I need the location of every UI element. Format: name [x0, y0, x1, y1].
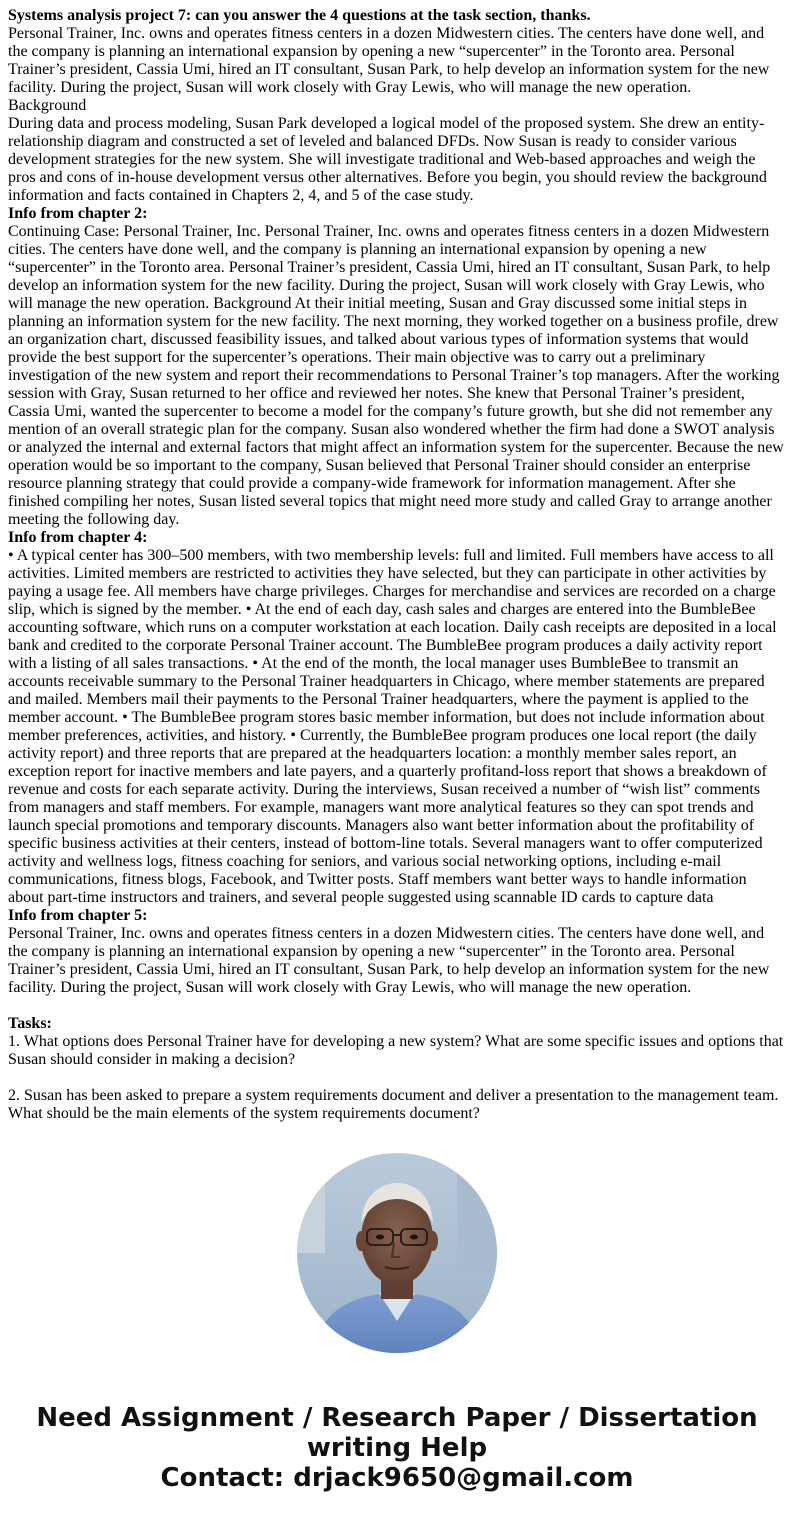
author-photo [297, 1153, 497, 1353]
document-body [8, 7, 786, 1123]
blank-line [8, 997, 786, 1015]
portrait-image [297, 1153, 497, 1353]
chapter5-heading: Info from chapter 5: [8, 907, 148, 924]
chapter2-paragraph: Continuing Case: Personal Trainer, Inc. Personal Trainer, Inc. owns and operates fitness centers in a dozen Midwestern cities. The centers have done well, and the company is planning an international expansion by opening a new “supercenter” in the Toronto area. Personal Trainer’s president, Cassia Umi, hired an IT consultant, Susan Park, to help develop an information system for the new facility. During the project, Susan will work closely with Gray Lewis, who will manage the new operation. Background At their initial meeting, Susan and Gray discussed some initial steps in planning an information system for the new facility. The next morning, they worked together on a business profile, drew an organization chart, discussed feasibility issues, and talked about various types of information systems that would provide the best support for the supercenter’s operations. Their main objective was to carry out a preliminary investigation of the new system and report their recommendations to Personal Trainer’s top managers. After the working session with Gray, Susan returned to her office and reviewed her notes. She knew that Personal Trainer’s president, Cassia Umi, wanted the supercenter to become a model for the company’s future growth, but she did not remember any mention of an overall strategic plan for the company. Susan also wondered whether the firm had done a SWOT analysis or analyzed the internal and external factors that might affect an information system for the supercenter. Because the new operation would be so important to the company, Susan believed that Personal Trainer should consider an enterprise resource planning strategy that could provide a company-wide framework for information management. After she finished compiling her notes, Susan listed several topics that might need more study and called Gray to arrange another meeting the following day. [8, 223, 784, 528]
background-label: Background [8, 97, 87, 114]
document-title: Systems analysis project 7: can you answer the 4 questions at the task section, thanks. [8, 7, 591, 24]
tasks-heading: Tasks: [8, 1015, 52, 1032]
banner-line-1: Need Assignment / Research Paper / Dissertation [36, 1403, 758, 1433]
contact-banner [0, 1403, 794, 1493]
chapter4-heading: Info from chapter 4: [8, 529, 148, 546]
task-2: 2. Susan has been asked to prepare a system requirements document and deliver a presentation to the management team. What should be the main elements of the system requirements document? [8, 1087, 779, 1122]
background-paragraph: During data and process modeling, Susan Park developed a logical model of the proposed system. She drew an entity-relationship diagram and constructed a set of leveled and balanced DFDs. Now Susan is ready to consider various development strategies for the new system. She will investigate traditional and Web-based approaches and weigh the pros and cons of in-house development versus other alternatives. Before you begin, you should review the background information and facts contained in Chapters 2, 4, and 5 of the case study. [8, 115, 767, 204]
chapter5-paragraph: Personal Trainer, Inc. owns and operates fitness centers in a dozen Midwestern cities. The centers have done well, and the company is planning an international expansion by opening a new “supercenter” in the Toronto area. Personal Trainer’s president, Cassia Umi, hired an IT consultant, Susan Park, to help develop an information system for the new facility. During the project, Susan will work closely with Gray Lewis, who will manage the new operation. [8, 925, 770, 996]
blank-line [8, 1069, 786, 1087]
chapter4-paragraph: • A typical center has 300–500 members, with two membership levels: full and limited. Full members have access to all activities. Limited members are restricted to activities they have selected, but they can participate in other activities by paying a usage fee. All members have charge privileges. Charges for merchandise and services are recorded on a charge slip, which is signed by the member. • At the end of each day, cash sales and charges are entered into the BumbleBee accounting software, which runs on a computer workstation at each location. Daily cash receipts are deposited in a local bank and credited to the corporate Personal Trainer account. The BumbleBee program produces a daily activity report with a listing of all sales transactions. • At the end of the month, the local manager uses BumbleBee to transmit an accounts receivable summary to the Personal Trainer headquarters in Chicago, where member statements are prepared and mailed. Members mail their payments to the Personal Trainer headquarters, where the payment is applied to the member account. • The BumbleBee program stores basic member information, but does not include information about member preferences, activities, and history. • Currently, the BumbleBee program produces one local report (the daily activity report) and three reports that are prepared at the headquarters location: a monthly member sales report, an exception report for inactive members and late payers, and a quarterly profitand-loss report that shows a breakdown of revenue and costs for each separate activity. During the interviews, Susan received a number of “wish list” comments from managers and staff members. For example, managers want more analytical features so they can spot trends and launch special promotions and temporary discounts. Managers also want better information about the profitability of specific business activities at their centers, instead of bottom-line totals. Several managers want to offer computerized activity and wellness logs, fitness coaching for seniors, and various social networking options, including e-mail communications, fitness blogs, Facebook, and Twitter posts. Staff members want better ways to handle information about part-time instructors and trainers, and several people suggested using scannable ID cards to capture data [8, 547, 777, 906]
task-1: 1. What options does Personal Trainer have for developing a new system? What are some specific issues and options that Susan should consider in making a decision? [8, 1033, 784, 1068]
intro-paragraph: Personal Trainer, Inc. owns and operates fitness centers in a dozen Midwestern cities. The centers have done well, and the company is planning an international expansion by opening a new “supercenter” in the Toronto area. Personal Trainer’s president, Cassia Umi, hired an IT consultant, Susan Park, to help develop an information system for the new facility. During the project, Susan will work closely with Gray Lewis, who will manage the new operation. [8, 25, 770, 96]
chapter2-heading: Info from chapter 2: [8, 205, 148, 222]
contact-email: Contact: drjack9650@gmail.com [160, 1463, 634, 1493]
banner-line-2: writing Help [306, 1433, 488, 1463]
